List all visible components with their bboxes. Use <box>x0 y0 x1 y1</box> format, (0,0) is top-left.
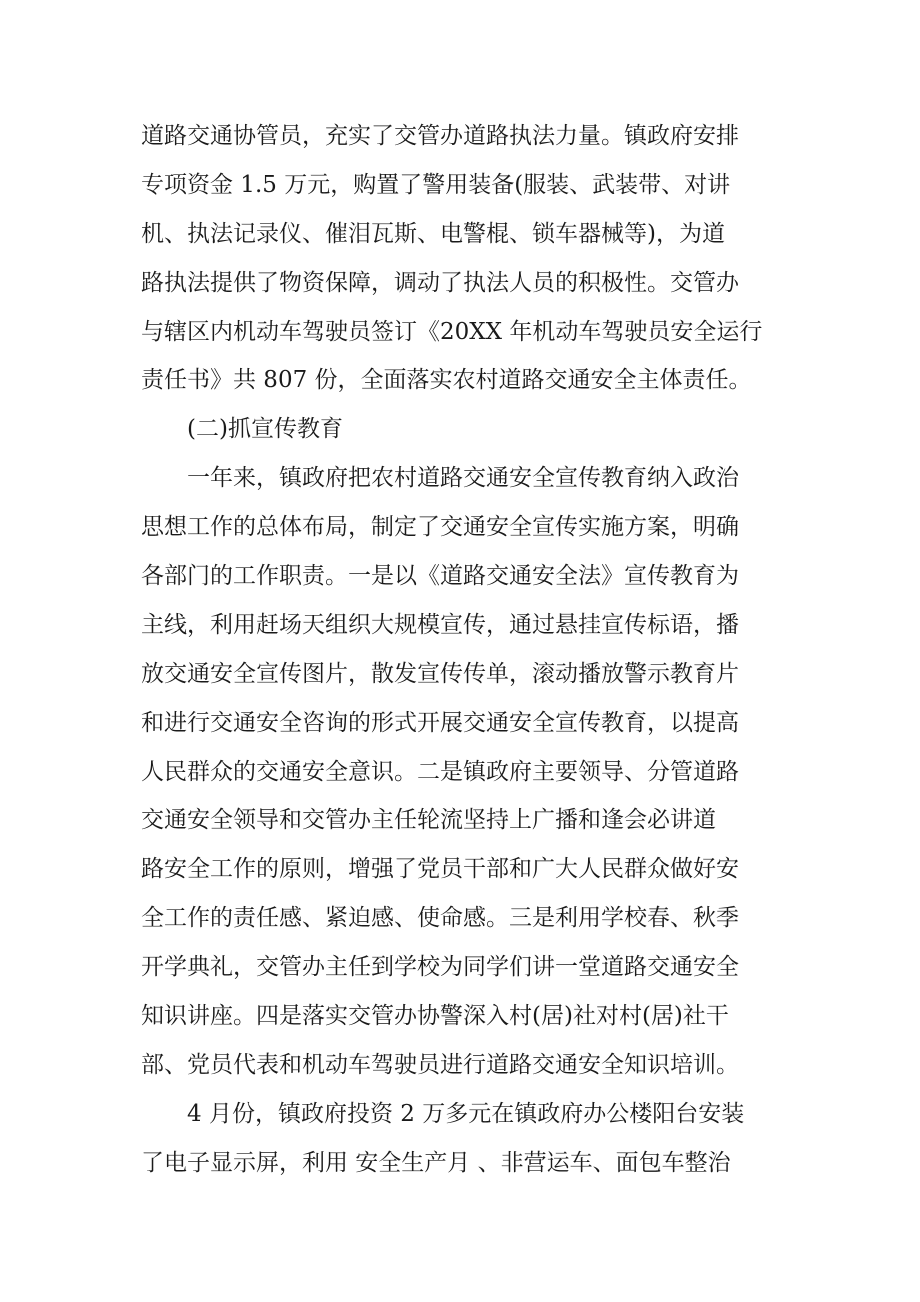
text-line: 交通安全领导和交管办主任轮流坚持上广播和逢会必讲道 <box>141 807 716 834</box>
text-line: 专项资金 1.5 万元，购置了警用装备(服装、武装带、对讲 <box>141 171 731 198</box>
text-line: 思想工作的总体布局，制定了交通安全宣传实施方案，明确 <box>141 514 739 541</box>
text-line: 责任书》共 807 份，全面落实农村道路交通安全主体责任。 <box>141 367 752 394</box>
text-line: 机、执法记录仪、催泪瓦斯、电警棍、锁车器械等)，为道 <box>141 220 725 247</box>
text-line: 路安全工作的原则，增强了党员干部和广大人民群众做好安 <box>141 856 739 883</box>
text-line: 放交通安全宣传图片，散发宣传传单，滚动播放警示教育片 <box>141 660 739 687</box>
text-line: 与辖区内机动车驾驶员签订《20XX 年机动车驾驶员安全运行 <box>141 318 763 345</box>
text-line: 人民群众的交通安全意识。二是镇政府主要领导、分管道路 <box>141 758 739 785</box>
document-body <box>141 112 801 1188</box>
paragraph-first-line: 一年来，镇政府把农村道路交通安全宣传教育纳入政治 <box>187 465 739 492</box>
text-line: 和进行交通安全咨询的形式开展交通安全宣传教育，以提高 <box>141 709 739 736</box>
text-line: 部、党员代表和机动车驾驶员进行道路交通安全知识培训。 <box>141 1051 739 1078</box>
text-line: 主线，利用赶场天组织大规模宣传，通过悬挂宣传标语，播 <box>141 611 739 638</box>
text-line: 知识讲座。四是落实交管办协警深入村(居)社对村(居)社干 <box>141 1003 729 1030</box>
text-line: 路执法提供了物资保障，调动了执法人员的积极性。交管办 <box>141 269 739 296</box>
text-line: 各部门的工作职责。一是以《道路交通安全法》宣传教育为 <box>141 563 739 590</box>
paragraph-first-line: 4 月份，镇政府投资 2 万多元在镇政府办公楼阳台安装 <box>187 1100 745 1127</box>
text-line: 了电子显示屏，利用 安全生产月 、非营运车、面包车整治 <box>141 1149 731 1176</box>
text-line: 道路交通协管员，充实了交管办道路执法力量。镇政府安排 <box>141 123 739 149</box>
text-line: 全工作的责任感、紧迫感、使命感。三是利用学校春、秋季 <box>141 905 739 932</box>
text-line: 开学典礼，交管办主任到学校为同学们讲一堂道路交通安全 <box>141 954 739 981</box>
section-heading: (二)抓宣传教育 <box>187 416 343 443</box>
